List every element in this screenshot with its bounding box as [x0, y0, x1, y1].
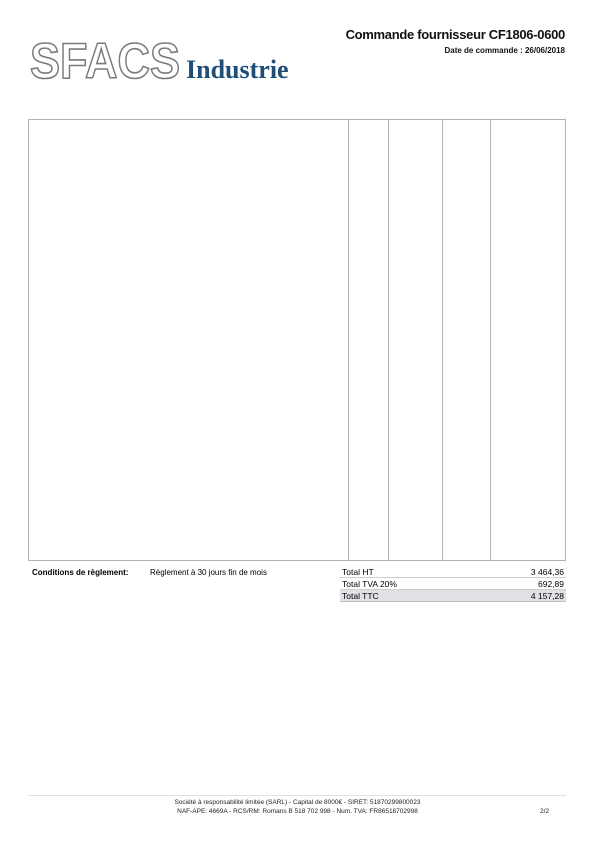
payment-terms-label: Conditions de règlement: — [32, 568, 129, 577]
logo-mark: SFACS — [30, 36, 180, 84]
total-ht-label: Total HT — [342, 566, 374, 577]
company-logo — [30, 36, 320, 84]
total-ttc-value: 4 157,28 — [530, 590, 564, 601]
footer-legal-line-2: NAF-APE: 4669A - RCS/RM: Romans B 518 702 998 - Num. TVA: FR86518702998 — [177, 808, 418, 815]
total-ttc-row — [340, 590, 566, 602]
document-title: Commande fournisseur CF1806-0600 — [345, 27, 565, 42]
total-tva-row — [340, 578, 566, 590]
totals-block — [340, 566, 566, 602]
table-column-divider — [442, 120, 443, 560]
table-column-divider — [388, 120, 389, 560]
total-ttc-label: Total TTC — [342, 590, 379, 601]
footer-legal-line-1: Société à responsabilité limitée (SARL) - Capital de 8000€ - SIRET: 51870299800023 — [174, 799, 421, 806]
footer-divider — [28, 795, 566, 796]
table-column-divider — [490, 120, 491, 560]
order-lines-table — [28, 119, 566, 561]
order-date: Date de commande : 26/06/2018 — [444, 46, 565, 55]
total-tva-value: 692,89 — [538, 578, 564, 589]
total-ht-row — [340, 566, 566, 578]
table-column-divider — [348, 120, 349, 560]
total-ht-value: 3 464,36 — [530, 566, 564, 577]
logo-suffix: Industrie — [186, 55, 289, 84]
page-number: 2/2 — [539, 808, 549, 815]
total-tva-label: Total TVA 20% — [342, 578, 397, 589]
payment-terms-value: Règlement à 30 jours fin de mois — [150, 568, 267, 577]
